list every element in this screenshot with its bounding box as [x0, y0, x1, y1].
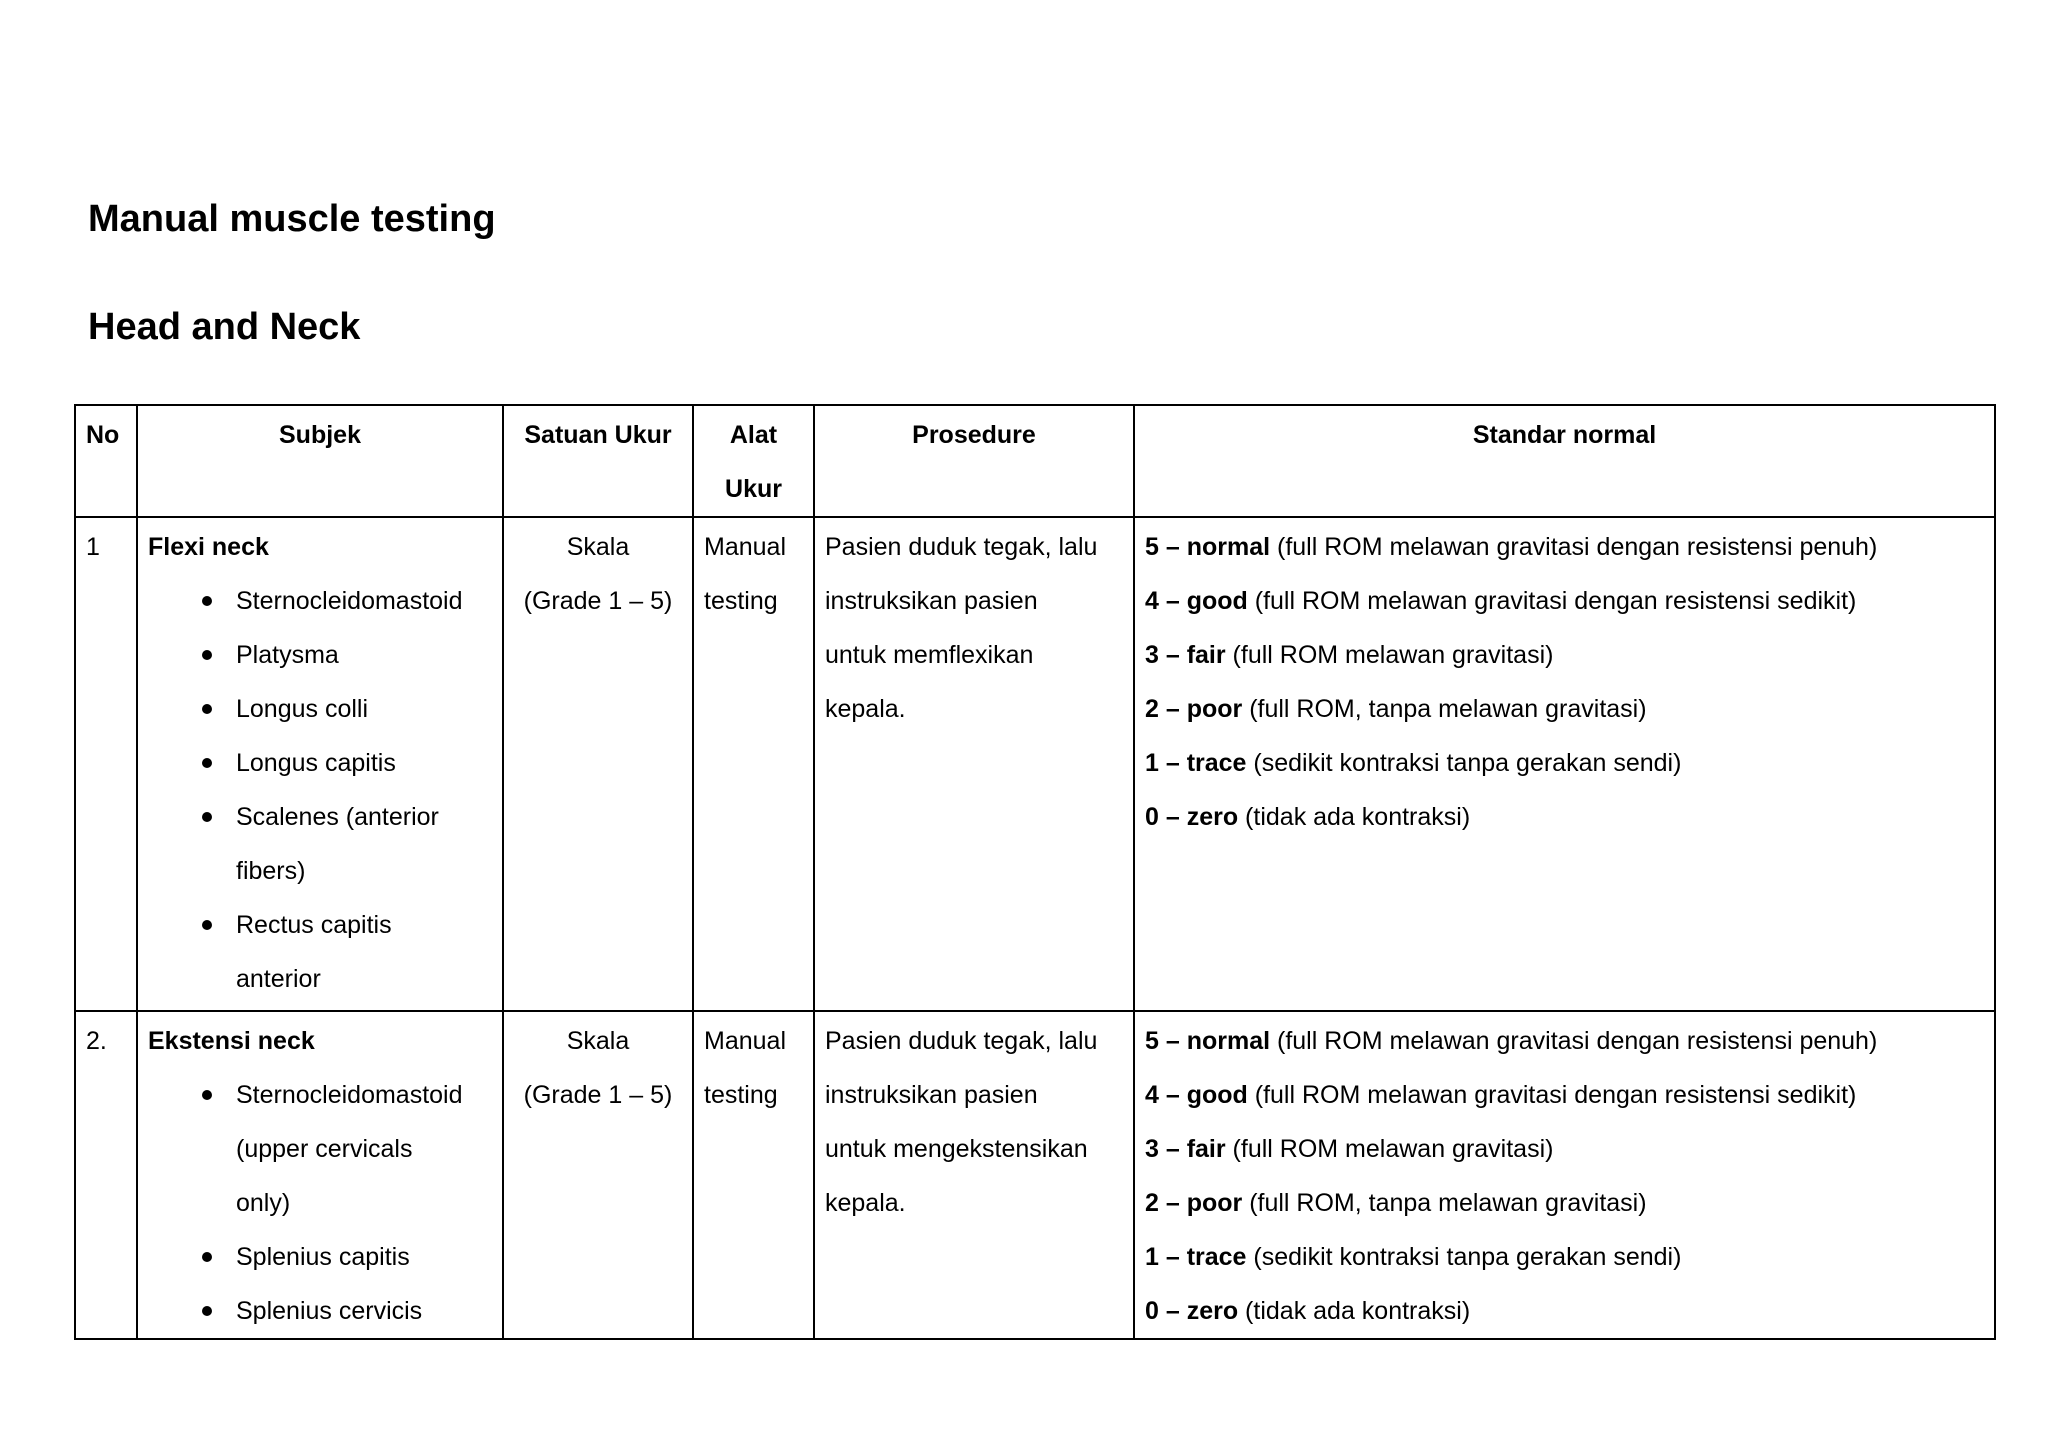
tool-cell	[693, 1011, 814, 1339]
grade-line	[1145, 736, 1984, 790]
muscle-name: Sternocleidomastoid	[236, 587, 463, 615]
muscle-name: Splenius cervicis	[236, 1297, 423, 1325]
muscle-list	[148, 1068, 492, 1338]
list-item	[202, 682, 492, 736]
muscle-name: Longus colli	[236, 695, 369, 723]
list-item	[202, 574, 492, 628]
muscle-name: Splenius capitis	[236, 1243, 410, 1271]
table-row	[75, 1011, 1995, 1339]
grade-label: 4 – good	[1145, 1081, 1248, 1109]
table-header-row	[75, 405, 1995, 517]
grade-description: (tidak ada kontraksi)	[1238, 1297, 1471, 1325]
grade-line	[1145, 1014, 1984, 1068]
grade-description: (full ROM melawan gravitasi)	[1225, 1135, 1554, 1163]
muscle-name: Scalenes (anterior	[236, 803, 439, 831]
grade-line	[1145, 520, 1984, 574]
procedure-line: kepala.	[825, 695, 906, 723]
grade-description: (full ROM melawan gravitasi dengan resistensi penuh)	[1270, 533, 1878, 561]
grade-line	[1145, 1176, 1984, 1230]
list-item	[202, 898, 492, 1006]
tool-line: testing	[704, 587, 778, 615]
grade-description: (full ROM melawan gravitasi dengan resistensi sedikit)	[1247, 587, 1857, 615]
grade-line	[1145, 682, 1984, 736]
list-item	[202, 1284, 492, 1338]
grade-description: (full ROM, tanpa melawan gravitasi)	[1242, 695, 1647, 723]
header-tool	[693, 405, 814, 517]
header-standard: Standar normal	[1134, 405, 1995, 517]
procedure-line: untuk memflexikan	[825, 641, 1034, 669]
list-item	[202, 736, 492, 790]
procedure-line: untuk mengekstensikan	[825, 1135, 1088, 1163]
grade-label: 3 – fair	[1145, 1135, 1226, 1163]
grade-line	[1145, 574, 1984, 628]
unit-cell	[503, 1011, 693, 1339]
header-subject: Subjek	[137, 405, 503, 517]
grade-label: 5 – normal	[1145, 533, 1271, 561]
subject-cell	[137, 1011, 503, 1339]
tool-line: Manual	[704, 1027, 786, 1055]
grade-description: (full ROM melawan gravitasi dengan resistensi sedikit)	[1247, 1081, 1857, 1109]
grade-description: (sedikit kontraksi tanpa gerakan sendi)	[1246, 749, 1682, 777]
header-unit: Satuan Ukur	[503, 405, 693, 517]
grade-description: (full ROM, tanpa melawan gravitasi)	[1242, 1189, 1647, 1217]
tool-line: Manual	[704, 533, 786, 561]
muscle-name: fibers)	[236, 857, 306, 885]
grade-label: 0 – zero	[1145, 803, 1239, 831]
header-tool-line: Ukur	[725, 475, 782, 503]
unit-line: (Grade 1 – 5)	[523, 1081, 673, 1109]
grade-label: 3 – fair	[1145, 641, 1226, 669]
grade-line	[1145, 1068, 1984, 1122]
grade-description: (full ROM melawan gravitasi)	[1225, 641, 1554, 669]
procedure-cell	[814, 1011, 1134, 1339]
document-title: Manual muscle testing	[88, 198, 496, 240]
muscle-name: anterior	[236, 965, 321, 993]
unit-line: (Grade 1 – 5)	[523, 587, 673, 615]
grade-label: 0 – zero	[1145, 1297, 1239, 1325]
subject-name: Flexi neck	[148, 533, 269, 561]
unit-cell	[503, 517, 693, 1011]
unit-line: Skala	[566, 533, 630, 561]
muscle-name: (upper cervicals	[236, 1135, 413, 1163]
list-item	[202, 790, 492, 898]
row-number: 2.	[75, 1011, 137, 1339]
list-item	[202, 1068, 492, 1230]
subject-name: Ekstensi neck	[148, 1027, 315, 1055]
grade-label: 2 – poor	[1145, 695, 1243, 723]
procedure-line: Pasien duduk tegak, lalu	[825, 533, 1098, 561]
grade-label: 2 – poor	[1145, 1189, 1243, 1217]
tool-line: testing	[704, 1081, 778, 1109]
muscle-name: Platysma	[236, 641, 339, 669]
section-title: Head and Neck	[88, 306, 361, 348]
muscle-name: Sternocleidomastoid	[236, 1081, 463, 1109]
grade-label: 4 – good	[1145, 587, 1248, 615]
grade-description: (tidak ada kontraksi)	[1238, 803, 1471, 831]
muscle-name: only)	[236, 1189, 291, 1217]
grade-line	[1145, 1230, 1984, 1284]
procedure-cell	[814, 517, 1134, 1011]
grade-label: 1 – trace	[1145, 1243, 1247, 1271]
grade-description: (sedikit kontraksi tanpa gerakan sendi)	[1246, 1243, 1682, 1271]
tool-cell	[693, 517, 814, 1011]
standard-cell	[1134, 517, 1995, 1011]
muscle-testing-table	[74, 404, 1996, 1340]
table-row	[75, 517, 1995, 1011]
procedure-line: Pasien duduk tegak, lalu	[825, 1027, 1098, 1055]
row-number: 1	[75, 517, 137, 1011]
muscle-name: Longus capitis	[236, 749, 396, 777]
grade-line	[1145, 1284, 1984, 1338]
unit-line: Skala	[566, 1027, 630, 1055]
procedure-line: instruksikan pasien	[825, 1081, 1038, 1109]
procedure-line: instruksikan pasien	[825, 587, 1038, 615]
list-item	[202, 1230, 492, 1284]
header-procedure: Prosedure	[814, 405, 1134, 517]
header-no: No	[75, 405, 137, 517]
grade-line	[1145, 628, 1984, 682]
table-body	[75, 517, 1995, 1339]
subject-cell	[137, 517, 503, 1011]
grade-description: (full ROM melawan gravitasi dengan resistensi penuh)	[1270, 1027, 1878, 1055]
grade-label: 5 – normal	[1145, 1027, 1271, 1055]
list-item	[202, 628, 492, 682]
grade-label: 1 – trace	[1145, 749, 1247, 777]
muscle-name: Rectus capitis	[236, 911, 392, 939]
muscle-list	[148, 574, 492, 1006]
standard-cell	[1134, 1011, 1995, 1339]
procedure-line: kepala.	[825, 1189, 906, 1217]
grade-line	[1145, 1122, 1984, 1176]
grade-line	[1145, 790, 1984, 844]
header-tool-line: Alat	[729, 421, 778, 449]
